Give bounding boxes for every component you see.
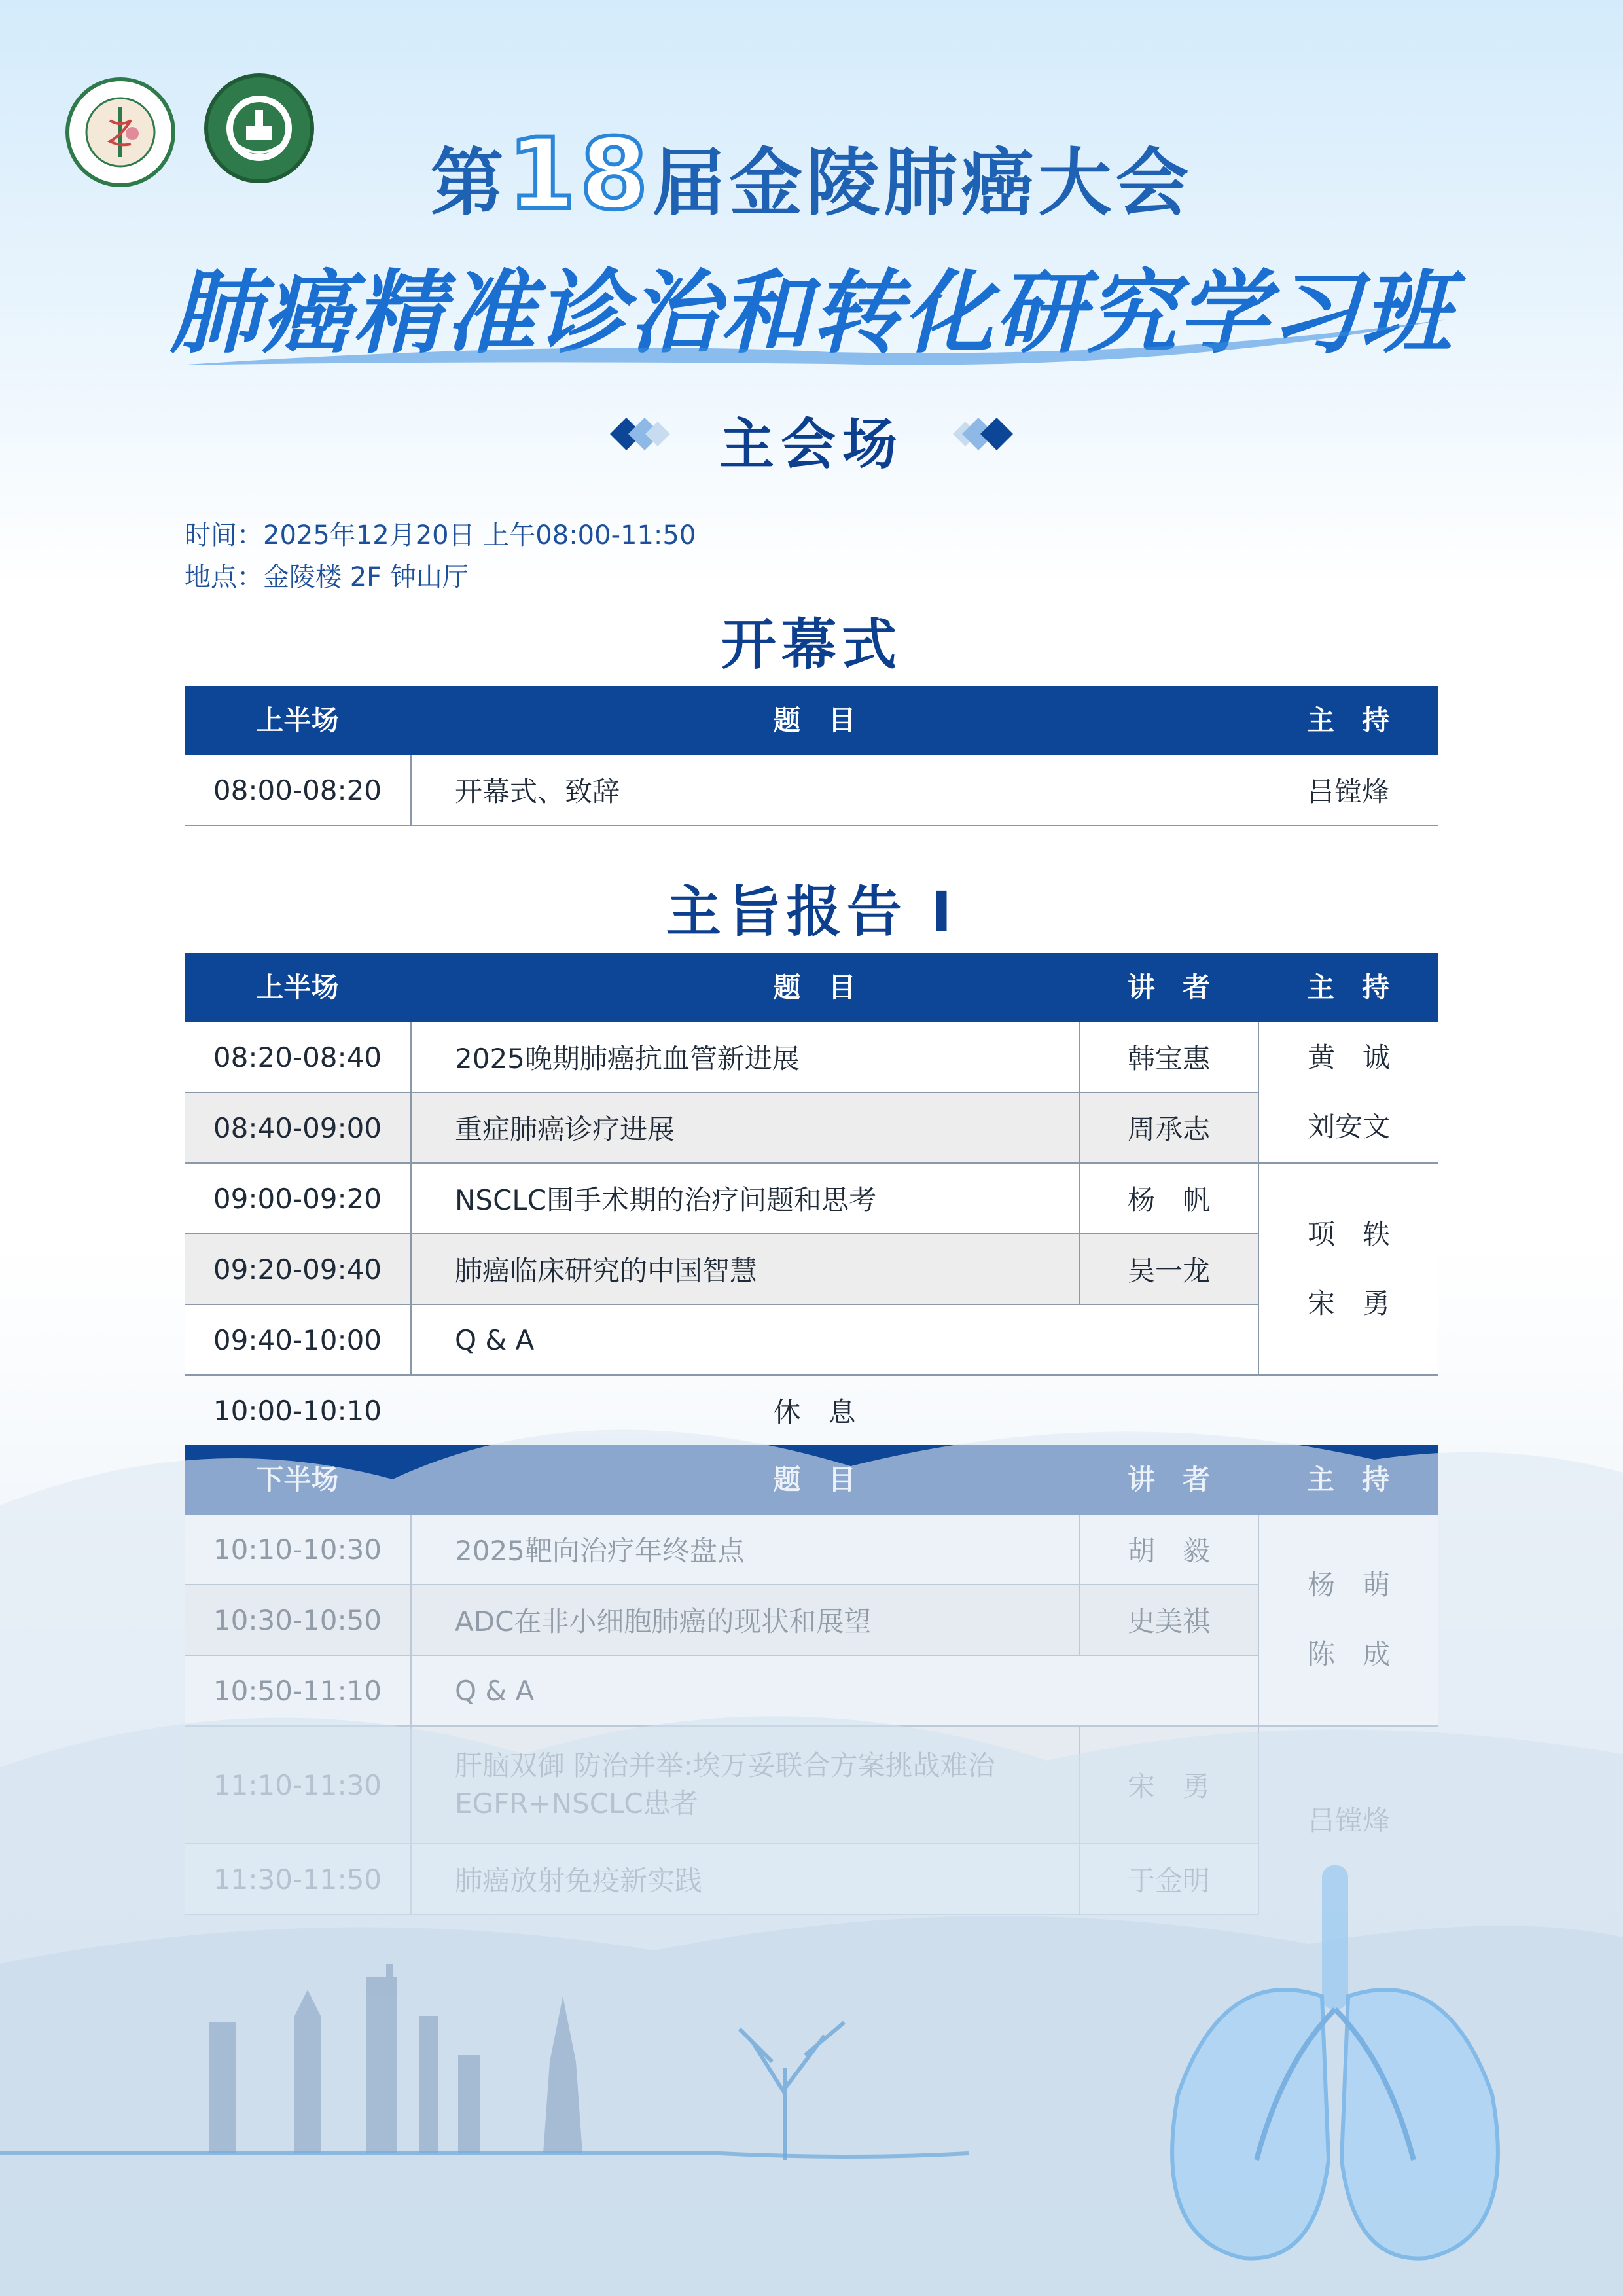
row-topic: 重症肺癌诊疗进展 xyxy=(410,1093,1079,1162)
table-row xyxy=(185,1164,1258,1234)
header-session: 上半场 xyxy=(256,704,339,736)
header-topic: 题 目 xyxy=(773,971,856,1003)
diamond-decoration-right xyxy=(949,416,1014,452)
host-cell xyxy=(1258,1022,1438,1164)
header-speaker: 讲 者 xyxy=(1127,971,1210,1003)
event-place: 地点：金陵楼 2F 钟山厅 xyxy=(185,562,469,592)
conference-edition-number: 18 xyxy=(507,118,652,232)
header-topic: 题 目 xyxy=(773,704,856,736)
row-time: 08:00-08:20 xyxy=(213,774,382,806)
venue-title: 主会场 xyxy=(719,412,904,476)
header-host: 主 持 xyxy=(1306,971,1389,1003)
row-topic: 肺癌临床研究的中国智慧 xyxy=(410,1234,1079,1304)
row-speaker: 韩宝惠 xyxy=(1079,1022,1258,1092)
opening-section-title: 开幕式 xyxy=(721,613,902,677)
row-time: 09:00-09:20 xyxy=(213,1182,382,1215)
header-host: 主 持 xyxy=(1306,704,1389,736)
opening-table xyxy=(185,686,1438,826)
table-row xyxy=(185,1022,1258,1093)
host-name: 黄 诚 xyxy=(1307,1041,1390,1073)
swoosh-decoration xyxy=(177,313,1453,372)
row-speaker: 杨 帆 xyxy=(1079,1164,1258,1233)
conference-subtitle: 肺癌精准诊治和转化研究学习班 xyxy=(169,260,1453,366)
row-time: 09:40-10:00 xyxy=(213,1323,382,1356)
table-header xyxy=(185,686,1438,755)
row-host: 吕镗烽 xyxy=(1306,776,1389,808)
host-name: 宋 勇 xyxy=(1307,1287,1390,1319)
row-time: 09:20-09:40 xyxy=(213,1253,382,1285)
row-time: 08:20-08:40 xyxy=(213,1041,382,1073)
table-header-first-half xyxy=(185,953,1438,1022)
break-label: 休 息 xyxy=(773,1396,856,1428)
row-topic: Q & A xyxy=(410,1305,1258,1374)
conference-title: 第18届金陵肺癌大会 xyxy=(430,118,1193,232)
landscape-background xyxy=(0,1309,1623,2296)
break-time: 10:00-10:10 xyxy=(213,1394,382,1427)
row-speaker: 周承志 xyxy=(1079,1093,1258,1162)
header-session: 上半场 xyxy=(256,971,339,1003)
keynote-section-title: 主旨报告 I xyxy=(666,880,957,944)
event-time: 时间：2025年12月20日 上午08:00-11:50 xyxy=(185,520,696,550)
row-topic: 2025晚期肺癌抗血管新进展 xyxy=(410,1022,1079,1092)
row-topic: NSCLC围手术期的治疗问题和思考 xyxy=(410,1164,1079,1233)
table-row xyxy=(185,1234,1258,1305)
row-topic: 开幕式、致辞 xyxy=(410,755,1258,825)
host-name: 刘安文 xyxy=(1307,1111,1390,1143)
row-speaker: 吴一龙 xyxy=(1079,1234,1258,1304)
table-row xyxy=(185,1093,1258,1164)
table-row xyxy=(185,755,1438,826)
host-name: 项 轶 xyxy=(1307,1218,1390,1250)
row-time: 08:40-09:00 xyxy=(213,1111,382,1144)
